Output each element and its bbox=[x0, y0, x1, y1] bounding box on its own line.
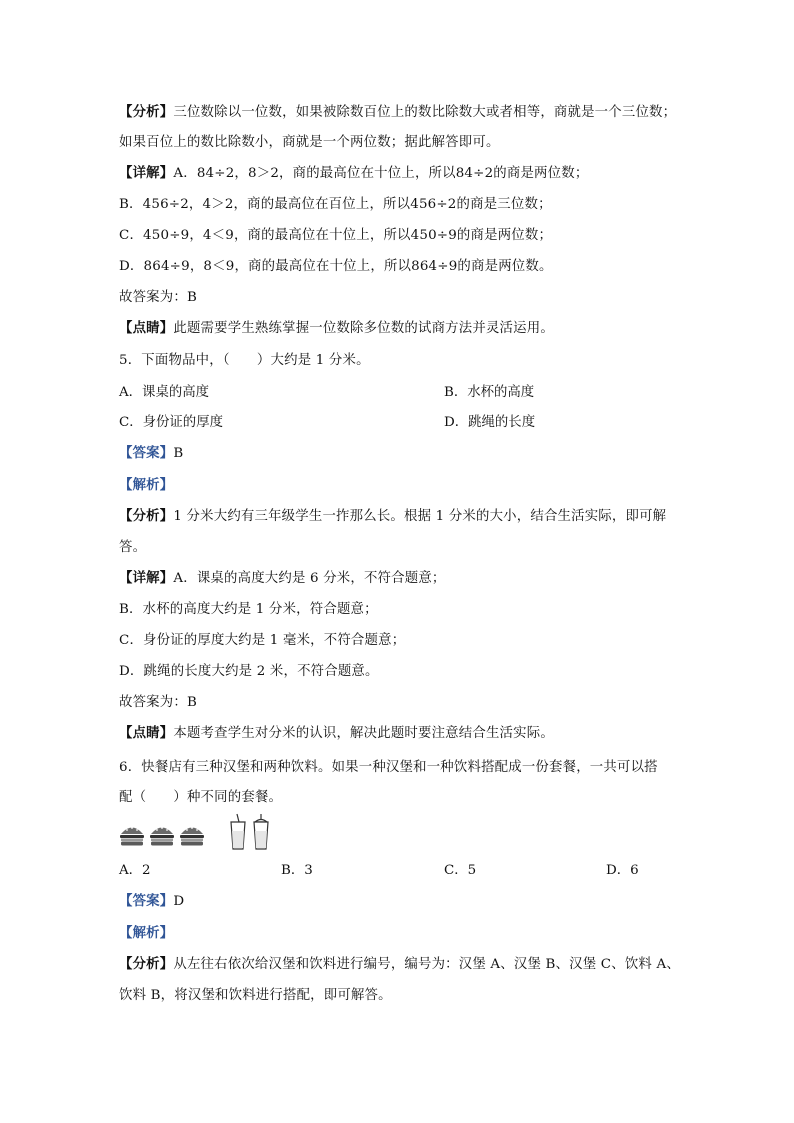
q6-illustration bbox=[118, 812, 278, 852]
analysis-tag: 【分析】 bbox=[119, 957, 174, 972]
q5-analysis-line-2: 答。 bbox=[119, 540, 147, 555]
q4-comment bbox=[119, 319, 554, 339]
q6-explain bbox=[119, 924, 173, 944]
q5-stem: 5．下面物品中，（ ）大约是 1 分米。 bbox=[119, 353, 370, 368]
q5-answer bbox=[119, 444, 183, 464]
q5-option-d: D．跳绳的长度 bbox=[444, 415, 536, 430]
q6-stem-line-2: 配（ ）种不同的套餐。 bbox=[119, 790, 283, 805]
answer-tag: 【答案】 bbox=[119, 446, 174, 461]
q5-detail-line-a bbox=[119, 569, 446, 589]
q5-explain bbox=[119, 476, 173, 496]
drink-cup-icon bbox=[231, 814, 245, 849]
q4-detail-line-b: B．456÷2，4＞2，商的最高位在百位上，所以456÷2的商是三位数； bbox=[119, 197, 552, 212]
explain-tag: 【解析】 bbox=[119, 478, 174, 493]
q4-analysis-text-1: 三位数除以一位数，如果被除数百位上的数比除数大或者相等，商就是一个三位数； bbox=[173, 105, 677, 120]
q5-detail-line-d: D．跳绳的长度大约是 2 米，不符合题意。 bbox=[119, 664, 379, 679]
q5-comment-text: 本题考查学生对分米的认识，解决此题时要注意结合生活实际。 bbox=[173, 726, 554, 741]
q6-option-a: A．2 bbox=[119, 863, 151, 878]
q6-answer-value: D bbox=[173, 894, 185, 909]
answer-tag: 【答案】 bbox=[119, 894, 174, 909]
drink-cup-icon bbox=[254, 814, 268, 849]
q5-comment bbox=[119, 724, 554, 744]
q6-analysis-line-2: 饮料 B，将汉堡和饮料进行搭配，即可解答。 bbox=[119, 988, 392, 1003]
explain-tag: 【解析】 bbox=[119, 926, 174, 941]
q6-option-c: C．5 bbox=[444, 863, 477, 878]
q5-answer-value: B bbox=[173, 446, 184, 461]
q6-answer bbox=[119, 892, 184, 912]
q5-option-c: C．身份证的厚度 bbox=[119, 415, 223, 430]
q4-analysis-line-1 bbox=[119, 103, 676, 123]
q4-detail-line-d: D．864÷9，8＜9，商的最高位在十位上，所以864÷9的商是两位数。 bbox=[119, 259, 553, 274]
q6-option-d: D．6 bbox=[606, 863, 639, 878]
hamburger-icon bbox=[180, 827, 204, 845]
q5-analysis-line-1 bbox=[119, 507, 666, 527]
q5-detail-text-a: A．课桌的高度大约是 6 分米，不符合题意； bbox=[173, 571, 446, 586]
q4-analysis-line-2: 如果百位上的数比除数小，商就是一个两位数；据此解答即可。 bbox=[119, 135, 500, 150]
analysis-tag: 【分析】 bbox=[119, 509, 174, 524]
hamburger-icon bbox=[150, 827, 174, 845]
detail-tag: 【详解】 bbox=[119, 571, 174, 586]
q5-analysis-text-1: 1 分米大约有三年级学生一拃那么长。根据 1 分米的大小，结合生活实际，即可解 bbox=[173, 509, 667, 524]
analysis-tag: 【分析】 bbox=[119, 105, 174, 120]
q4-detail-text-a: A．84÷2，8＞2，商的最高位在十位上，所以84÷2的商是两位数； bbox=[173, 166, 589, 181]
q6-analysis-text-1: 从左往右依次给汉堡和饮料进行编号，编号为：汉堡 A、汉堡 B、汉堡 C、饮料 A、 bbox=[173, 957, 680, 972]
q6-analysis-line-1 bbox=[119, 955, 680, 975]
comment-tag: 【点睛】 bbox=[119, 726, 174, 741]
hamburger-icon bbox=[120, 827, 144, 845]
q5-detail-line-c: C．身份证的厚度大约是 1 毫米，不符合题意； bbox=[119, 633, 406, 648]
q4-detail-line-a bbox=[119, 164, 588, 184]
q5-detail-line-b: B．水杯的高度大约是 1 分米，符合题意； bbox=[119, 602, 378, 617]
detail-tag: 【详解】 bbox=[119, 166, 174, 181]
q5-option-b: B．水杯的高度 bbox=[444, 385, 535, 400]
q6-option-b: B．3 bbox=[281, 863, 313, 878]
q6-stem-line-1: 6．快餐店有三种汉堡和两种饮料。如果一种汉堡和一种饮料搭配成一份套餐，一共可以搭 bbox=[119, 760, 658, 775]
q4-detail-line-c: C．450÷9，4＜9，商的最高位在十位上，所以450÷9的商是两位数； bbox=[119, 228, 553, 243]
q5-option-a: A．课桌的高度 bbox=[119, 385, 210, 400]
q4-comment-text: 此题需要学生熟练掌握一位数除多位数的试商方法并灵活运用。 bbox=[173, 321, 554, 336]
comment-tag: 【点睛】 bbox=[119, 321, 174, 336]
q4-result: 故答案为：B bbox=[119, 290, 197, 305]
q5-result: 故答案为：B bbox=[119, 695, 197, 710]
